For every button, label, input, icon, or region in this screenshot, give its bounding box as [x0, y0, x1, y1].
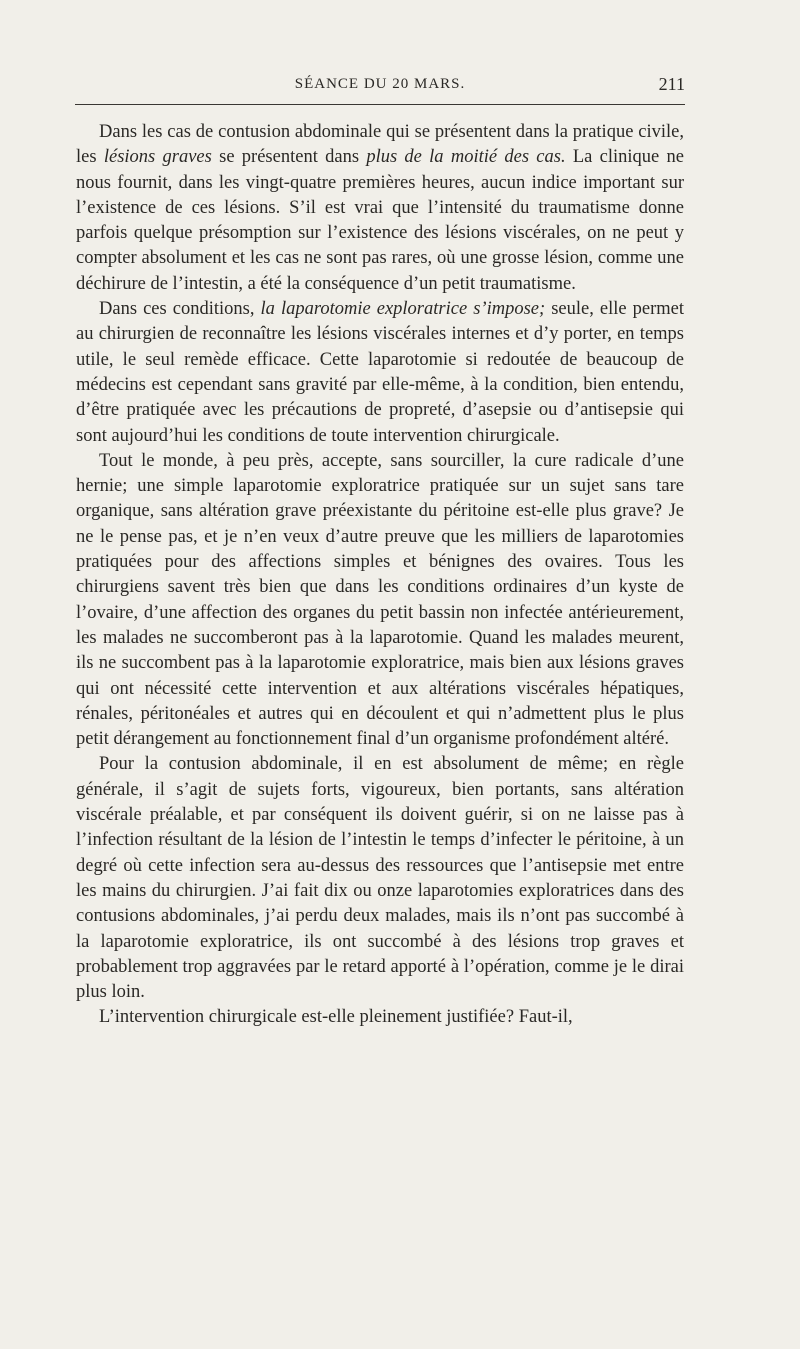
- paragraph-5: L’intervention chirurgicale est-elle pleinement justifiée? Faut-il,: [99, 1007, 573, 1028]
- body-text: [76, 120, 684, 1031]
- paragraph-2-emphasis: la laparotomie exploratrice s’impose;: [260, 299, 546, 320]
- paragraph-2-text-a: Dans ces conditions,: [99, 299, 261, 320]
- paragraph-3: Tout le monde, à peu près, accepte, sans sourciller, la cure radicale d’une hernie; une simple laparotomie exploratrice pratiquée sur un sujet sans tare organique, sans altération grave préexistante du péritoine est-elle plus grave? Je ne le pense pas, et je n’en veux d’autre preuve que les milliers de laparotomies pratiquées pour des affections simples et bénignes des ovaires. Tous les chirurgiens savent très bien que dans les conditions ordinaires d’un kyste de l’ovaire, d’une affection des organes du petit bassin non infectée antérieurement, les malades ne succomberont pas à la laparotomie. Quand les malades meurent, ils ne succombent pas à la laparotomie exploratrice, mais bien aux lésions graves qui ont nécessité cette intervention et aux altérations viscérales hépatiques, rénales, péritonéales et autres qui en découlent et qui n’admettent plus le plus petit dérangement au fonctionnement final d’un organisme profondément altéré.: [76, 450, 684, 750]
- paragraph-1-text-b: se présentent dans: [211, 147, 367, 168]
- paragraph-2: [76, 297, 684, 449]
- paragraph-2-text-b: seule, elle permet au chirurgien de reconnaître les lésions viscérales internes et d’y porter, en temps utile, le seul remède efficace. Cette laparotomie si redoutée de beaucoup de médecins est cependant sans gravité par elle-même, à la condition, bien entendu, d’être pratiquée avec les précautions de propreté, d’asepsie ou d’antisepsie qui sont aujourd’hui les conditions de toute intervention chirurgicale.: [76, 299, 684, 446]
- page-number: 211: [658, 74, 685, 94]
- running-head-title: SÉANCE DU 20 MARS.: [294, 76, 466, 92]
- paragraph-1-emphasis-1: lésions graves: [103, 147, 212, 168]
- header-rule: [75, 104, 685, 105]
- paragraph-1-text-a: Dans les cas de contusion abdominale qui se présentent dans la pratique civile, les: [76, 122, 684, 168]
- paragraph-1-emphasis-2: plus de la moitié des cas.: [366, 147, 566, 168]
- paragraph-4: Pour la contusion abdominale, il en est absolument de même; en règle générale, il s’agit de sujets forts, vigoureux, bien portants, sans altération viscérale préalable, et par conséquent ils doivent guérir, si on ne laisse pas à l’infection résultant de la lésion de l’intestin le temps d’infecter le péritoine, à un degré où cette infection sera au-dessus des ressources que l’antisepsie met entre les mains du chirurgien. J’ai fait dix ou onze laparotomies exploratrices dans des contusions abdominales, j’ai perdu deux malades, mais ils n’ont pas succombé à la laparotomie exploratrice, ils ont succombé à des lésions trop graves et probablement trop aggravées par le retard apporté à l’opération, comme je le dirai plus loin.: [76, 754, 684, 1003]
- running-head: [75, 72, 685, 96]
- paragraph-1-text-c: La clinique ne nous fournit, dans les vingt-quatre premières heures, aucun indice important sur l’existence de ces lésions. S’il est vrai que l’intensité du traumatisme donne parfois quelque présomption sur l’existence des lésions viscérales, on ne peut y compter absolument et les cas ne sont pas rares, où une grosse lésion, comme une déchirure de l’intestin, a été la conséquence d’un petit traumatisme.: [76, 147, 684, 294]
- paragraph-1: [76, 120, 684, 297]
